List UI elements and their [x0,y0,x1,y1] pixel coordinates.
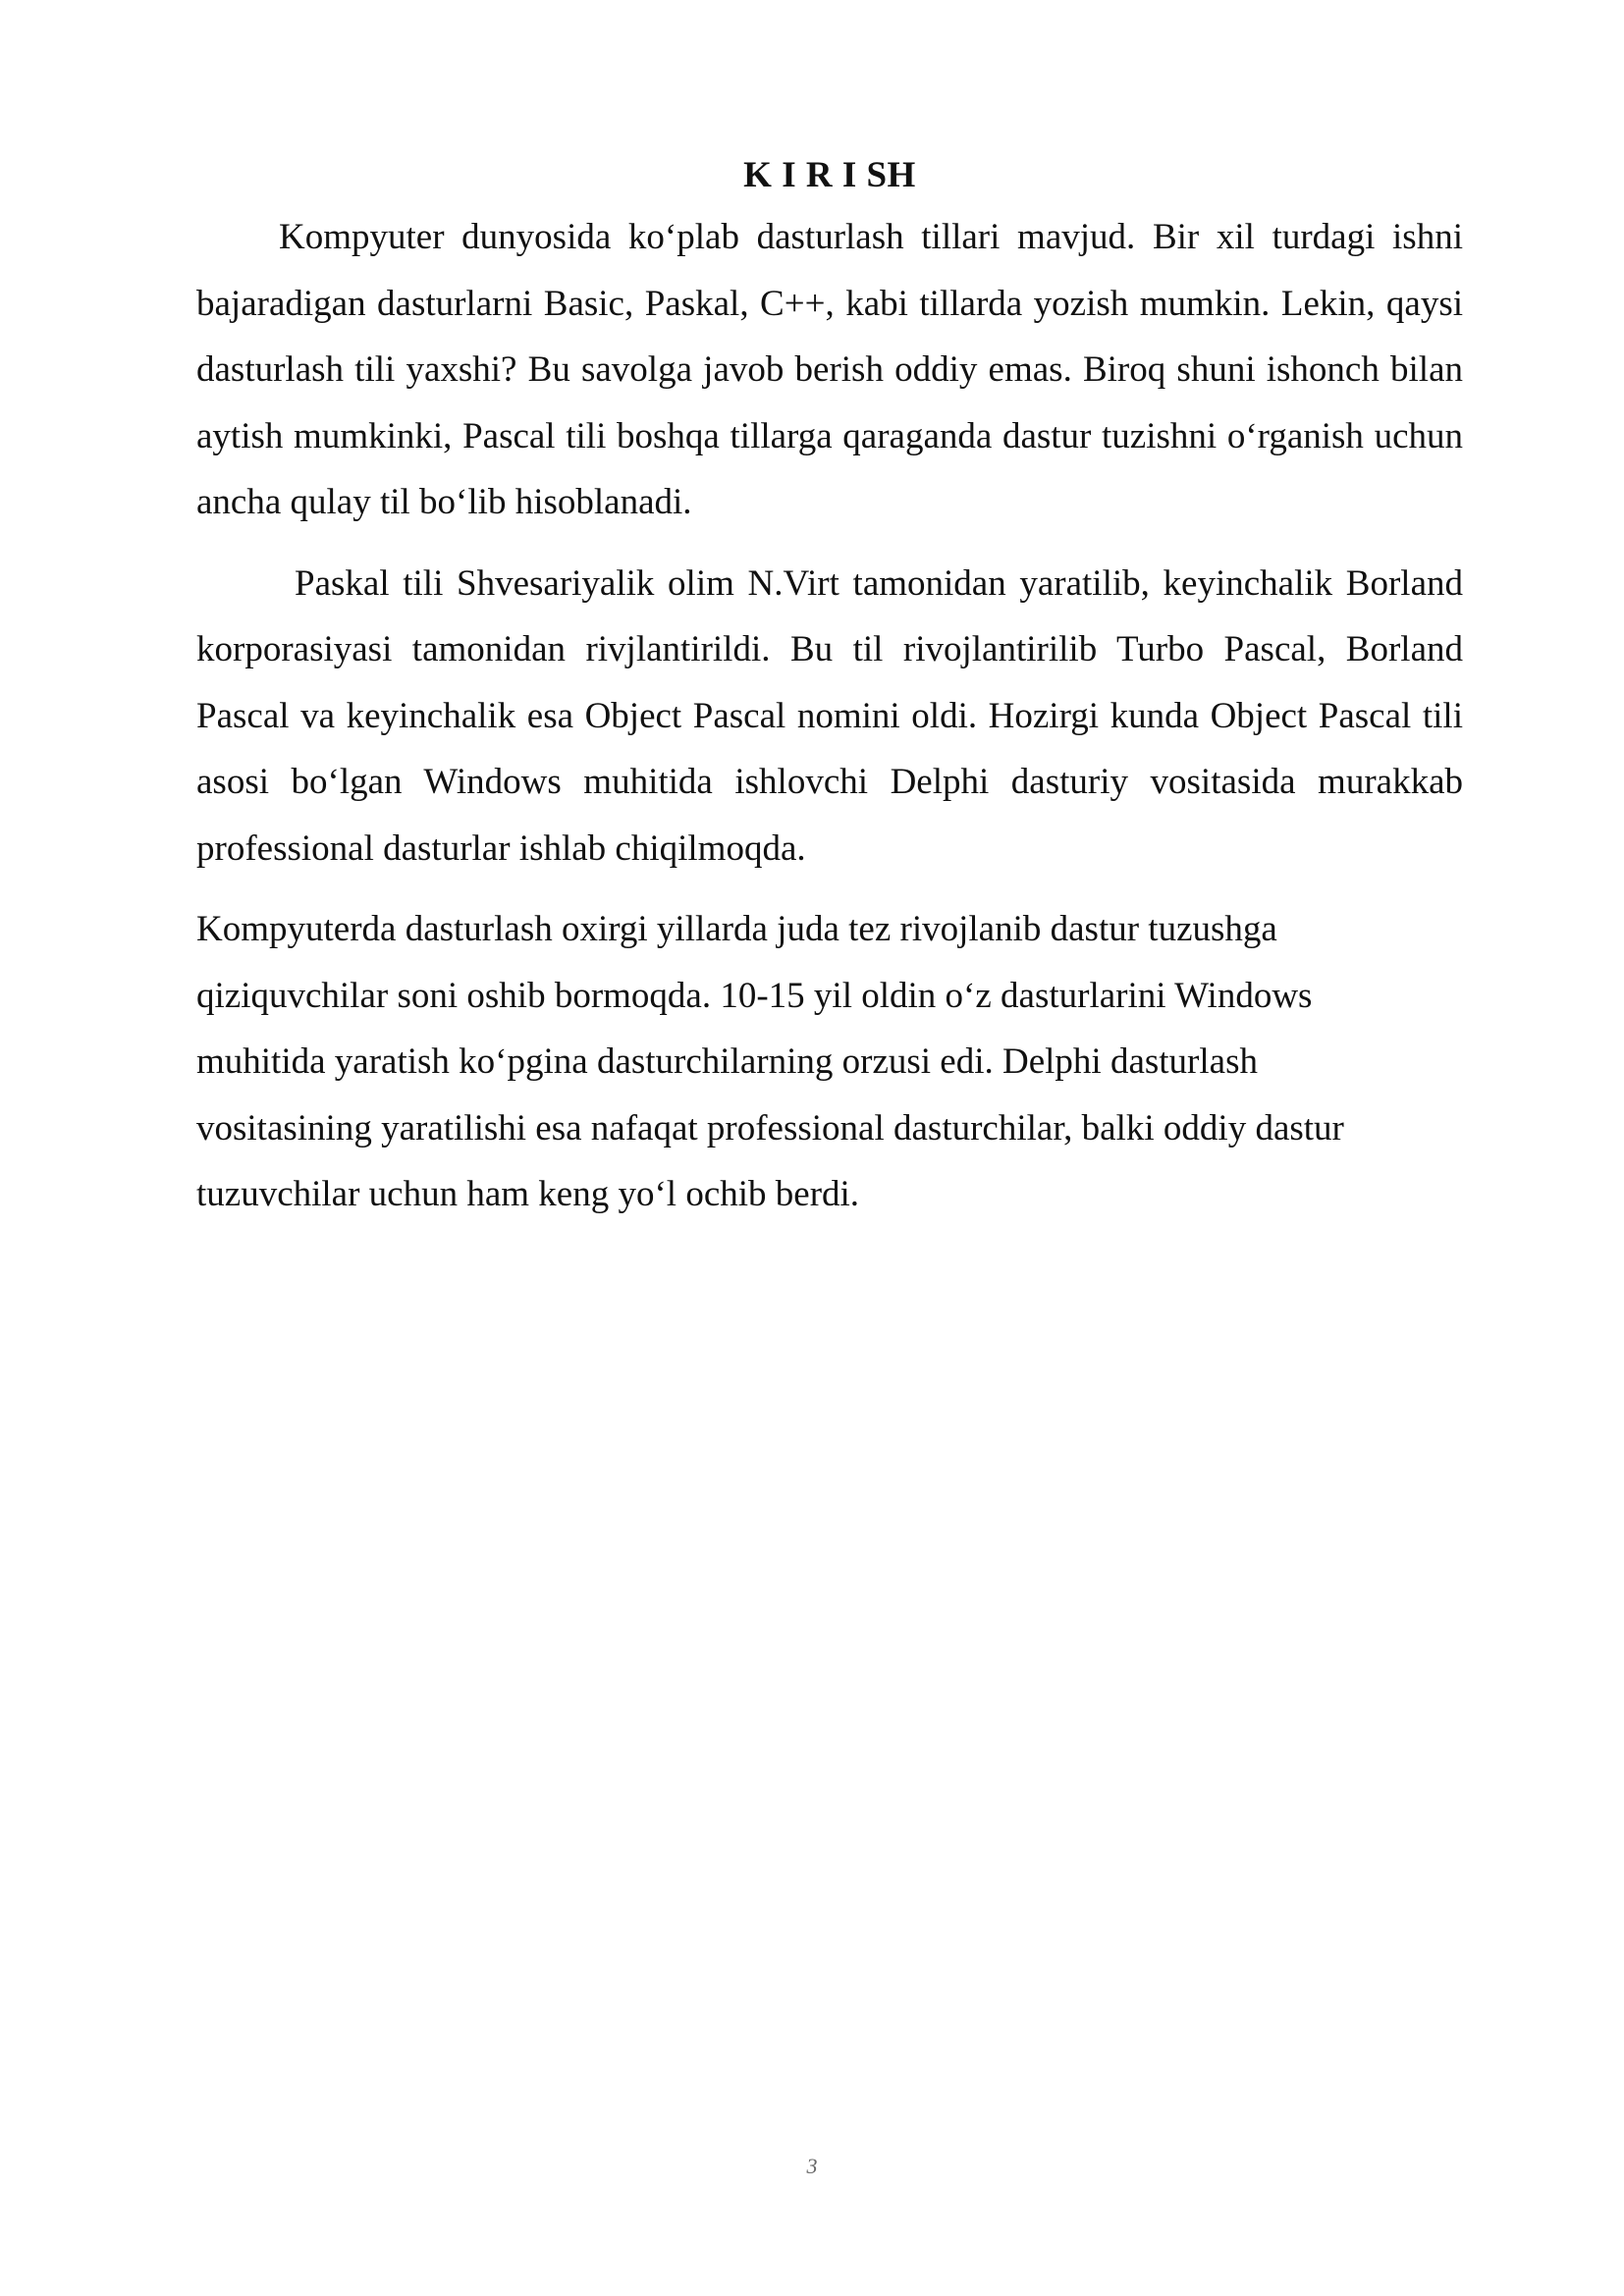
page-title: K I R I SH [743,155,916,195]
paragraph-3: Kompyuterda dasturlash oxirgi yillarda juda tez rivojlanib dastur tuzushga qiziquvchilar soni oshib bormoqda. 10-15 yil oldin o‘z dasturlarini Windows muhitida yaratish ko‘pgina dasturchilarning orzusi edi. Delphi dasturlash vositasining yaratilishi esa nafaqat professional dasturchilar, balki oddiy dastur tuzuvchilar uchun ham keng yo‘l ochib berdi. [196,909,1344,1214]
page-content [196,152,1463,1228]
page-number: 3 [806,2154,818,2178]
paragraph-2: Paskal tili Shvesariyalik olim N.Virt tamonidan yaratilib, keyinchalik Borland korporasiyasi tamonidan rivjlantirildi. Bu til rivojlantirilib Turbo Pascal, Borland Pascal va keyinchalik esa Object Pascal nomini oldi. Hozirgi kunda Object Pascal tili asosi bo‘lgan Windows muhitida ishlovchi Delphi dasturiy vositasida murakkab professional dasturlar ishlab chiqilmoqda. [196,562,1463,869]
paragraph-1: Kompyuter dunyosida ko‘plab dasturlash tillari mavjud. Bir xil turdagi ishni bajaradigan dasturlarni Basic, Paskal, C++, kabi tillarda yozish mumkin. Lekin, qaysi dasturlash tili yaxshi? Bu savolga javob berish oddiy emas. Biroq shuni ishonch bilan aytish mumkinki, Pascal tili boshqa tillarga qaraganda dastur tuzishni o‘rganish uchun ancha qulay til bo‘lib hisoblanadi. [196,217,1463,522]
